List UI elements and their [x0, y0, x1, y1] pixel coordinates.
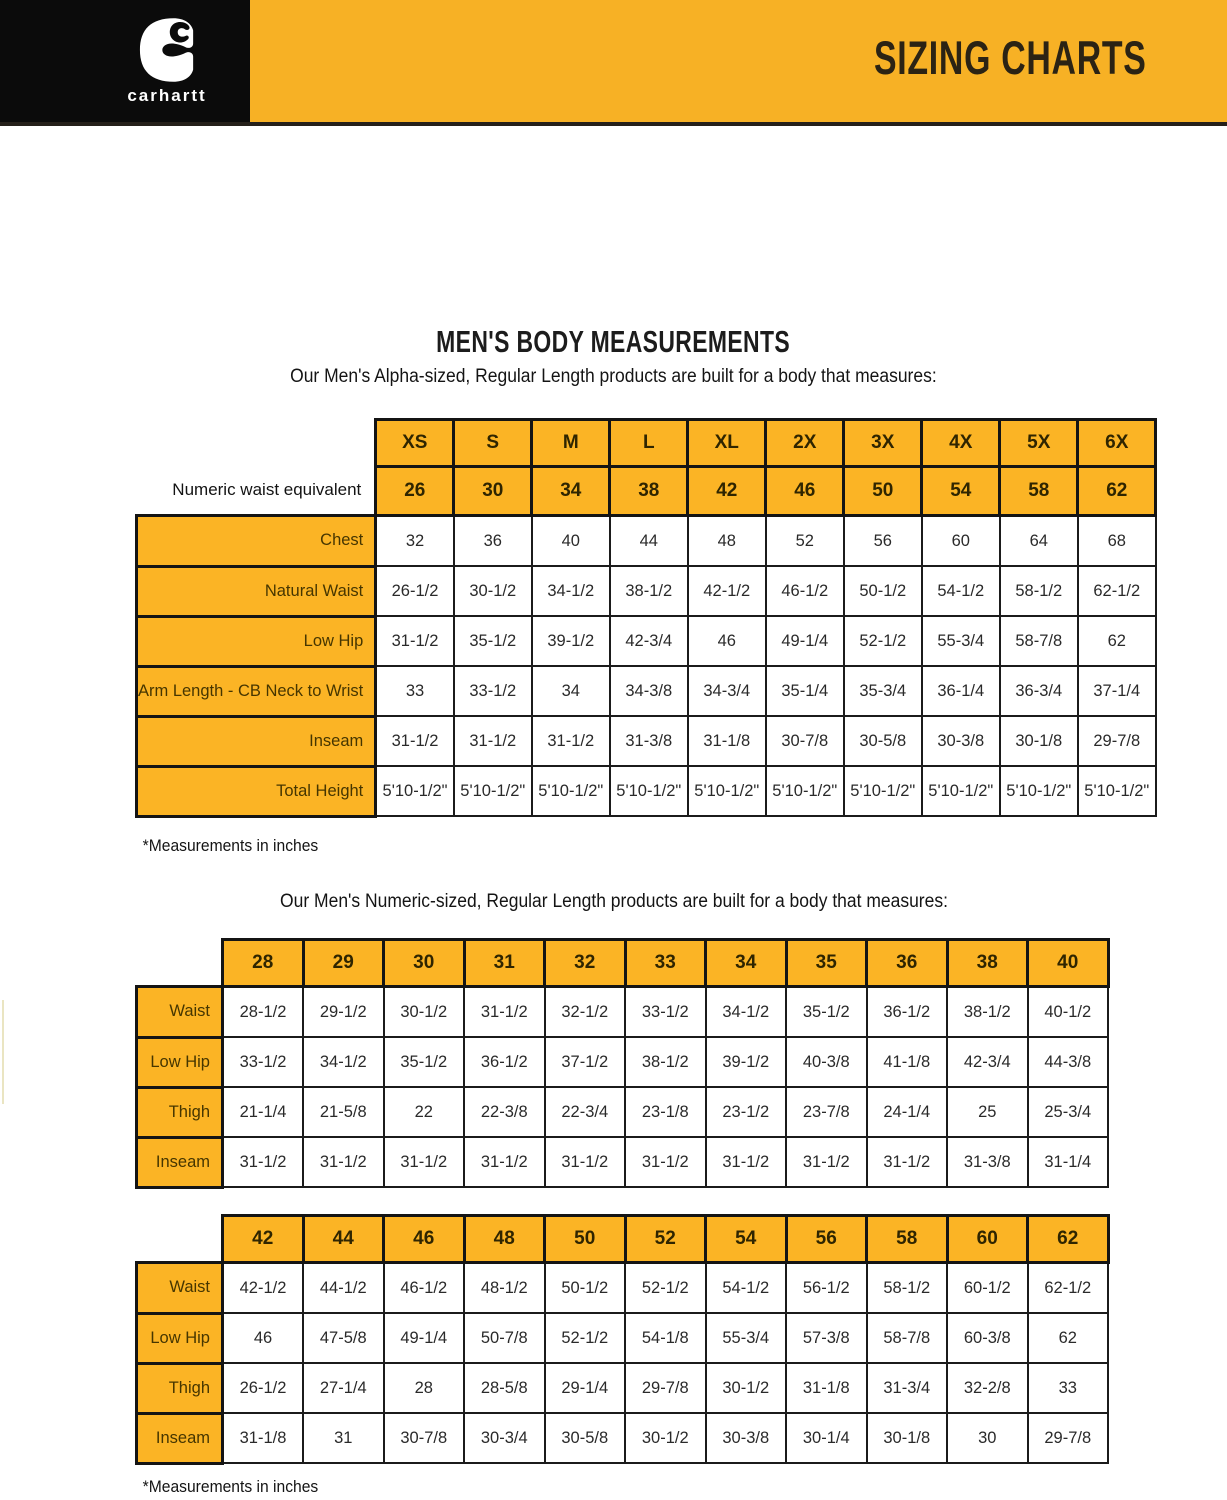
value-cell: 62-1/2 [1028, 1263, 1109, 1314]
value-cell: 54-1/8 [625, 1313, 706, 1363]
value-cell: 35-1/2 [384, 1037, 465, 1087]
value-cell: 46 [223, 1313, 304, 1363]
value-cell: 25-3/4 [1028, 1087, 1109, 1137]
value-cell: 38-1/2 [947, 987, 1028, 1038]
value-cell: 21-1/4 [223, 1087, 304, 1137]
value-cell: 29-7/8 [625, 1363, 706, 1413]
value-cell: 42-3/4 [610, 616, 688, 666]
value-cell: 30-7/8 [766, 716, 844, 766]
numeric-footnote [135, 1477, 326, 1497]
value-cell: 36 [454, 516, 532, 567]
value-cell: 31-1/2 [223, 1137, 304, 1187]
value-cell: 5'10-1/2" [1000, 766, 1078, 816]
value-cell: 49-1/4 [384, 1313, 465, 1363]
value-cell: 58-1/2 [1000, 566, 1078, 616]
column-header-cell: 31 [464, 940, 545, 987]
column-header-cell: XL [688, 420, 766, 467]
value-cell: 60-1/2 [947, 1263, 1028, 1314]
column-header-cell: 36 [867, 940, 948, 987]
header-title: SIZING CHARTS [874, 31, 1147, 84]
value-cell: 33-1/2 [625, 987, 706, 1038]
main-title-wrap [0, 326, 1227, 357]
value-cell: 29-1/2 [303, 987, 384, 1038]
column-header-cell: 40 [1028, 940, 1109, 987]
value-cell: 34-1/2 [303, 1037, 384, 1087]
value-cell: 31-3/8 [947, 1137, 1028, 1187]
value-cell: 31-1/2 [786, 1137, 867, 1187]
value-cell: 25 [947, 1087, 1028, 1137]
value-cell: 50-7/8 [464, 1313, 545, 1363]
row-label-cell: Natural Waist [137, 566, 376, 616]
value-cell: 52-1/2 [844, 616, 922, 666]
value-cell: 31-1/2 [303, 1137, 384, 1187]
value-cell: 5'10-1/2" [610, 766, 688, 816]
numeric-intro-wrap [0, 891, 1227, 913]
value-cell: 35-1/4 [766, 666, 844, 716]
table-row [137, 1363, 1109, 1413]
value-cell: 40-3/8 [786, 1037, 867, 1087]
column-header-cell: M [532, 420, 610, 467]
value-cell: 68 [1078, 516, 1156, 567]
table-row [137, 1037, 1109, 1087]
header-title-wrap [768, 31, 1147, 84]
column-header-cell: 33 [625, 940, 706, 987]
column-header-cell: 50 [545, 1216, 626, 1263]
table-row [137, 666, 1156, 716]
value-cell: 30-1/2 [625, 1413, 706, 1463]
empty-corner-cell [137, 420, 376, 467]
numeric-size-table-small [135, 938, 1110, 1189]
column-header-cell: 42 [223, 1216, 304, 1263]
value-cell: 21-5/8 [303, 1087, 384, 1137]
value-cell: 58-7/8 [1000, 616, 1078, 666]
value-cell: 58-7/8 [867, 1313, 948, 1363]
column-header-cell: 54 [706, 1216, 787, 1263]
value-cell: 5'10-1/2" [688, 766, 766, 816]
value-cell: 37-1/4 [1078, 666, 1156, 716]
value-cell: 50 [844, 467, 922, 516]
value-cell: 31-1/8 [786, 1363, 867, 1413]
value-cell: 42 [688, 467, 766, 516]
value-cell: 39-1/2 [706, 1037, 787, 1087]
row-label-cell: Numeric waist equivalent [172, 480, 362, 500]
column-header-cell: 3X [844, 420, 922, 467]
value-cell: 38 [610, 467, 688, 516]
value-cell: 29-1/4 [545, 1363, 626, 1413]
value-cell: 34-1/2 [532, 566, 610, 616]
value-cell: 5'10-1/2" [922, 766, 1000, 816]
value-cell: 41-1/8 [867, 1037, 948, 1087]
value-cell: 29-7/8 [1078, 716, 1156, 766]
value-cell: 30 [454, 467, 532, 516]
value-cell: 5'10-1/2" [844, 766, 922, 816]
row-label-cell: Inseam [137, 716, 376, 766]
table-row [137, 1087, 1109, 1137]
value-cell: 46 [688, 616, 766, 666]
column-header-row [137, 940, 1109, 987]
row-label-cell: Chest [137, 516, 376, 567]
row-label-cell: Waist [137, 987, 223, 1038]
row-label-cell: Low Hip [137, 1313, 223, 1363]
value-cell: 50-1/2 [844, 566, 922, 616]
value-cell: 5'10-1/2" [766, 766, 844, 816]
column-header-cell: 44 [303, 1216, 384, 1263]
carhartt-logo [0, 0, 250, 122]
value-cell: 62 [1078, 467, 1156, 516]
column-header-cell: 62 [1028, 1216, 1109, 1263]
column-header-cell: L [610, 420, 688, 467]
value-cell: 31-1/2 [625, 1137, 706, 1187]
table-row [137, 467, 1156, 516]
column-header-cell: 28 [223, 940, 304, 987]
value-cell: 5'10-1/2" [1078, 766, 1156, 816]
value-cell: 36-3/4 [1000, 666, 1078, 716]
value-cell: 40-1/2 [1028, 987, 1109, 1038]
value-cell: 58 [1000, 467, 1078, 516]
value-cell: 23-1/2 [706, 1087, 787, 1137]
table-row [137, 1413, 1109, 1463]
value-cell: 58-1/2 [867, 1263, 948, 1314]
value-cell: 64 [1000, 516, 1078, 567]
column-header-cell: 5X [1000, 420, 1078, 467]
row-label-cell: Arm Length - CB Neck to Wrist [137, 666, 376, 716]
value-cell: 5'10-1/2" [532, 766, 610, 816]
value-cell: 47-5/8 [303, 1313, 384, 1363]
value-cell: 24-1/4 [867, 1087, 948, 1137]
value-cell: 31-3/8 [610, 716, 688, 766]
value-cell: 30-1/2 [706, 1363, 787, 1413]
value-cell: 56-1/2 [786, 1263, 867, 1314]
value-cell: 30-1/8 [867, 1413, 948, 1463]
value-cell: 32 [376, 516, 454, 567]
table-row [137, 1313, 1109, 1363]
value-cell: 31-1/2 [376, 716, 454, 766]
value-cell: 22 [384, 1087, 465, 1137]
column-header-cell: 48 [464, 1216, 545, 1263]
column-header-cell: XS [376, 420, 454, 467]
value-cell: 44 [610, 516, 688, 567]
value-cell: 54 [922, 467, 1000, 516]
column-header-cell: 6X [1078, 420, 1156, 467]
value-cell: 30-1/8 [1000, 716, 1078, 766]
value-cell: 31-1/2 [706, 1137, 787, 1187]
alpha-intro-wrap [0, 366, 1227, 388]
table-row [137, 716, 1156, 766]
value-cell: 62-1/2 [1078, 566, 1156, 616]
column-header-cell: 35 [786, 940, 867, 987]
value-cell: 33 [1028, 1363, 1109, 1413]
value-cell: 30-1/4 [786, 1413, 867, 1463]
empty-corner-cell [137, 940, 223, 987]
value-cell: 62 [1028, 1313, 1109, 1363]
value-cell: 33-1/2 [223, 1037, 304, 1087]
value-cell: 62 [1078, 616, 1156, 666]
value-cell: 23-7/8 [786, 1087, 867, 1137]
value-cell: 30-1/2 [454, 566, 532, 616]
value-cell: 48-1/2 [464, 1263, 545, 1314]
value-cell: 31-1/2 [545, 1137, 626, 1187]
value-cell: 35-3/4 [844, 666, 922, 716]
value-cell: 26-1/2 [376, 566, 454, 616]
value-cell: 30-3/8 [706, 1413, 787, 1463]
value-cell: 42-1/2 [688, 566, 766, 616]
value-cell: 33 [376, 666, 454, 716]
alpha-intro-text: Our Men's Alpha-sized, Regular Length products are built for a body that measures: [290, 366, 937, 387]
value-cell: 57-3/8 [786, 1313, 867, 1363]
value-cell: 46-1/2 [766, 566, 844, 616]
table-row [137, 566, 1156, 616]
numeric-footnote-text: *Measurements in inches [142, 1477, 319, 1496]
value-cell: 44-3/8 [1028, 1037, 1109, 1087]
column-header-cell: 32 [545, 940, 626, 987]
empty-corner-cell [137, 1216, 223, 1263]
value-cell: 49-1/4 [766, 616, 844, 666]
value-cell: 22-3/4 [545, 1087, 626, 1137]
column-header-cell: 4X [922, 420, 1000, 467]
value-cell: 30 [947, 1413, 1028, 1463]
value-cell: 30-3/8 [922, 716, 1000, 766]
value-cell: 31-3/4 [867, 1363, 948, 1413]
value-cell: 28 [384, 1363, 465, 1413]
value-cell: 36-1/2 [464, 1037, 545, 1087]
value-cell: 31-1/2 [867, 1137, 948, 1187]
table-row [137, 616, 1156, 666]
value-cell: 26 [376, 467, 454, 516]
value-cell: 31-1/2 [454, 716, 532, 766]
value-cell: 60 [922, 516, 1000, 567]
value-cell: 31-1/2 [384, 1137, 465, 1187]
value-cell: 46 [766, 467, 844, 516]
column-header-cell: S [454, 420, 532, 467]
value-cell: 31-1/2 [464, 987, 545, 1038]
value-cell: 30-7/8 [384, 1413, 465, 1463]
value-cell: 52-1/2 [545, 1313, 626, 1363]
column-header-cell: 34 [706, 940, 787, 987]
value-cell: 32-1/2 [545, 987, 626, 1038]
row-label-cell: Low Hip [137, 1037, 223, 1087]
value-cell: 23-1/8 [625, 1087, 706, 1137]
value-cell: 37-1/2 [545, 1037, 626, 1087]
value-cell: 55-3/4 [706, 1313, 787, 1363]
value-cell: 38-1/2 [625, 1037, 706, 1087]
value-cell: 50-1/2 [545, 1263, 626, 1314]
value-cell: 34-1/2 [706, 987, 787, 1038]
value-cell: 38-1/2 [610, 566, 688, 616]
value-cell: 29-7/8 [1028, 1413, 1109, 1463]
column-header-cell: 56 [786, 1216, 867, 1263]
table-row [137, 1263, 1109, 1314]
table-row [137, 766, 1156, 816]
value-cell: 52 [766, 516, 844, 567]
value-cell: 39-1/2 [532, 616, 610, 666]
value-cell: 35-1/2 [454, 616, 532, 666]
value-cell: 34-3/4 [688, 666, 766, 716]
row-label-cell: Inseam [137, 1137, 223, 1187]
column-header-cell: 58 [867, 1216, 948, 1263]
column-header-cell: 46 [384, 1216, 465, 1263]
column-header-cell: 60 [947, 1216, 1028, 1263]
column-header-cell: 38 [947, 940, 1028, 987]
header-band [0, 0, 1227, 126]
value-cell: 32-2/8 [947, 1363, 1028, 1413]
alpha-footnote [135, 836, 326, 856]
value-cell: 31-1/2 [376, 616, 454, 666]
row-label-cell: Inseam [137, 1413, 223, 1463]
column-header-cell: 52 [625, 1216, 706, 1263]
page-title: MEN'S BODY MEASUREMENTS [436, 324, 791, 359]
row-label-cell: Total Height [137, 766, 376, 816]
value-cell: 56 [844, 516, 922, 567]
value-cell: 28-1/2 [223, 987, 304, 1038]
value-cell: 42-1/2 [223, 1263, 304, 1314]
value-cell: 31-1/2 [464, 1137, 545, 1187]
value-cell: 30-5/8 [844, 716, 922, 766]
value-cell: 30-1/2 [384, 987, 465, 1038]
table-row [137, 516, 1156, 567]
value-cell: 31-1/8 [688, 716, 766, 766]
value-cell: 31-1/2 [532, 716, 610, 766]
value-cell: 30-5/8 [545, 1413, 626, 1463]
value-cell: 5'10-1/2" [376, 766, 454, 816]
value-cell: 26-1/2 [223, 1363, 304, 1413]
carhartt-c-icon [139, 17, 195, 83]
value-cell: 34-3/8 [610, 666, 688, 716]
value-cell: 30-3/4 [464, 1413, 545, 1463]
value-cell: 48 [688, 516, 766, 567]
value-cell: 42-3/4 [947, 1037, 1028, 1087]
value-cell: 28-5/8 [464, 1363, 545, 1413]
value-cell: 22-3/8 [464, 1087, 545, 1137]
value-cell: 54-1/2 [922, 566, 1000, 616]
value-cell: 27-1/4 [303, 1363, 384, 1413]
value-cell: 33-1/2 [454, 666, 532, 716]
table-row [137, 1137, 1109, 1187]
value-cell: 60-3/8 [947, 1313, 1028, 1363]
column-header-row [137, 1216, 1109, 1263]
table-row [137, 987, 1109, 1038]
value-cell: 5'10-1/2" [454, 766, 532, 816]
row-label-cell: Thigh [137, 1087, 223, 1137]
row-label-cell: Low Hip [137, 616, 376, 666]
scan-artifact-line [2, 1000, 4, 1104]
numeric-size-table-large [135, 1214, 1110, 1465]
column-header-cell: 2X [766, 420, 844, 467]
value-cell: 34 [532, 467, 610, 516]
alpha-size-table [135, 418, 1157, 818]
value-cell: 36-1/2 [867, 987, 948, 1038]
value-cell: 34 [532, 666, 610, 716]
row-label-cell: Waist [137, 1263, 223, 1314]
value-cell: 55-3/4 [922, 616, 1000, 666]
value-cell: 52-1/2 [625, 1263, 706, 1314]
column-header-cell: 29 [303, 940, 384, 987]
value-cell: 40 [532, 516, 610, 567]
alpha-footnote-text: *Measurements in inches [142, 836, 319, 855]
column-header-row [137, 420, 1156, 467]
value-cell: 31-1/4 [1028, 1137, 1109, 1187]
value-cell: 31 [303, 1413, 384, 1463]
column-header-cell: 30 [384, 940, 465, 987]
value-cell: 44-1/2 [303, 1263, 384, 1314]
value-cell: 54-1/2 [706, 1263, 787, 1314]
value-cell: 36-1/4 [922, 666, 1000, 716]
value-cell: 35-1/2 [786, 987, 867, 1038]
brand-wordmark: carhartt [127, 85, 207, 105]
row-label-cell: Thigh [137, 1363, 223, 1413]
value-cell: 31-1/8 [223, 1413, 304, 1463]
value-cell: 46-1/2 [384, 1263, 465, 1314]
numeric-intro-text: Our Men's Numeric-sized, Regular Length products are built for a body that measures: [279, 891, 948, 912]
